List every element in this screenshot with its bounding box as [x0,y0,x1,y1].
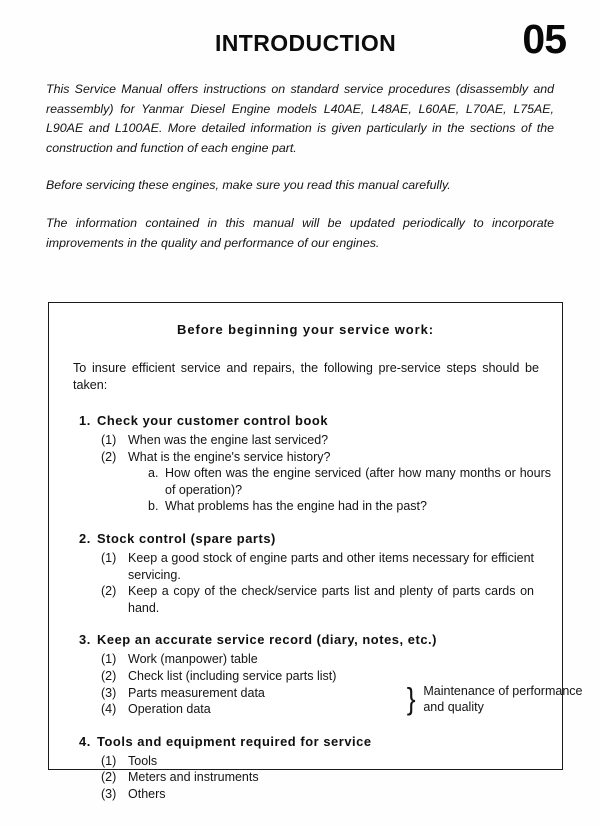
list-item [101,651,534,668]
section-heading [79,530,562,548]
subitem-list [49,651,583,717]
section-1 [49,412,562,515]
section-number: 1. [79,413,91,428]
list-item [101,550,534,583]
list-item [148,465,551,498]
section-title: Keep an accurate service record (diary, notes, etc.) [97,632,438,648]
item-text: Others [128,786,166,801]
item-text: Operation data [128,702,211,717]
item-marker: a. [148,466,159,481]
item-marker: (2) [101,770,117,785]
intro-paragraph-3: The information contained in this manual will be updated periodically to incorporate improvements in the quality and performance of our engines. [46,215,554,250]
list-item [101,753,534,770]
introduction-text [46,80,554,253]
item-marker: (3) [101,685,117,700]
item-marker: (3) [101,786,117,801]
item-text: Keep a good stock of engine parts and other items necessary for efficient servicing. [128,550,534,582]
item-text: What problems has the engine had in the past? [165,499,427,514]
brace-annotation [406,683,600,716]
list-item [101,786,534,803]
section-title: Stock control (spare parts) [97,530,276,546]
list-item [148,498,551,515]
item-marker: (1) [101,433,117,447]
page-number: 05 [522,16,566,62]
intro-paragraph-2: Before servicing these engines, make sure you read this manual carefully. [46,178,451,193]
item-marker: b. [148,499,159,514]
subitem-list [49,432,562,515]
item-marker: (2) [101,668,117,683]
section-heading [79,631,562,649]
section-3 [49,631,583,717]
page-header [0,16,600,74]
section-title: Check your customer control book [97,413,329,428]
section-title: Tools and equipment required for service [97,733,372,749]
section-number: 3. [79,632,91,648]
list-item [101,769,534,786]
service-work-box [48,302,583,801]
item-text: How often was the engine serviced (after how many months or hours of operation)? [165,466,551,497]
section-2 [49,530,562,616]
item-text: Meters and instruments [128,770,259,785]
box-heading: Before beginning your service work: [177,322,434,337]
item-text: When was the engine last serviced? [128,433,329,447]
item-text: Keep a copy of the check/service parts list and plenty of parts cards on hand. [128,584,534,615]
item-text: Check list (including service parts list) [128,668,337,683]
item-marker: (1) [101,753,117,768]
curly-brace-icon: } [406,681,416,717]
section-heading [79,412,562,430]
subitem-list [49,550,562,616]
list-item [101,449,551,515]
item-text: What is the engine's service history? [128,449,331,464]
page-title: INTRODUCTION [215,30,397,56]
item-marker: (4) [101,702,117,717]
item-text: Work (manpower) table [128,652,258,667]
annotation-text: Maintenance of performance and quality [423,683,583,715]
box-lead-text: To insure efficient service and repairs, the following pre-service steps should be taken: [73,361,539,392]
item-marker: (2) [101,584,117,599]
item-text: Tools [128,753,158,768]
section-list [49,412,583,803]
intro-paragraph-1: This Service Manual offers instructions on standard service procedures (disassembly and reassembly) for Yanmar Diesel Engine models L40AE, L48AE, L60AE, L70AE, L75AE, L90AE and L100AE. More detailed information is given particularly in the sections of the construction and function of each engine part. [46,82,554,155]
list-item [101,583,534,616]
section-heading [79,733,562,751]
item-text: Parts measurement data [128,685,265,700]
section-number: 4. [79,733,91,749]
sub-subitem-list [128,465,551,515]
item-marker: (2) [101,449,117,464]
item-marker: (1) [101,550,117,565]
section-4 [49,733,562,803]
section-number: 2. [79,530,91,546]
subitem-list [49,753,562,803]
list-item [101,432,534,449]
item-marker: (1) [101,652,117,667]
